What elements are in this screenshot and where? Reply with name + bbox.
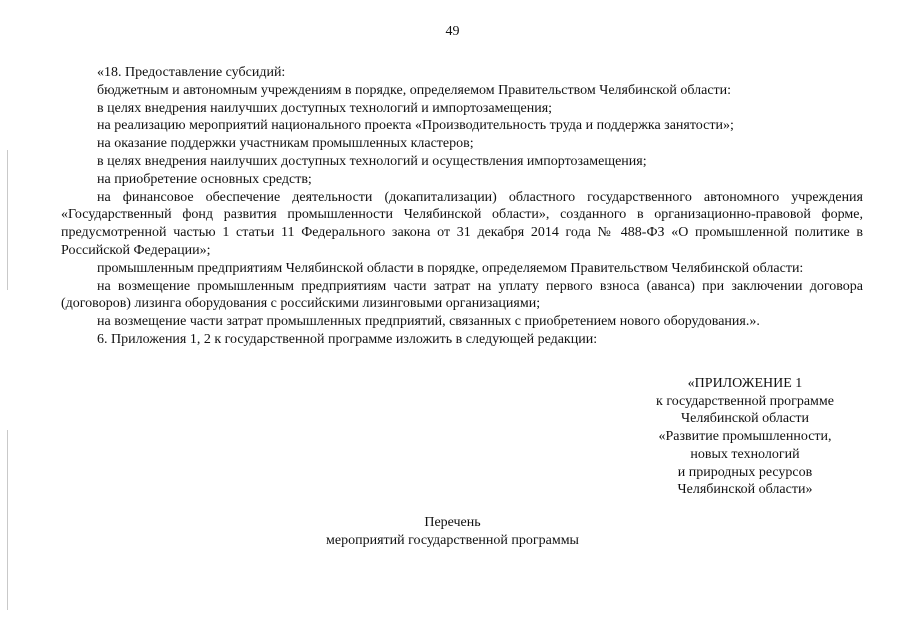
document-body: [61, 64, 863, 349]
paragraph-equipment-compensation: на возмещение части затрат промышленных предприятий, связанных с приобретением нового оборудования.».: [97, 314, 760, 330]
list-title: Перечень: [424, 515, 481, 530]
paragraph-leasing-compensation: на возмещение промышленным предприятиям части затрат на уплату первого взноса (аванса) при заключении договора (договоров) лизинга оборудования с российскими лизинговыми организациями;: [61, 278, 863, 312]
paragraph-national-project: на реализацию мероприятий национального проекта «Производительность труда и поддержка занятости»;: [97, 118, 734, 134]
appendix-header-line: «ПРИЛОЖЕНИЕ 1: [687, 376, 803, 391]
appendix-header-line: «Развитие промышленности,: [658, 429, 832, 445]
list-subtitle: мероприятий государственной программы: [326, 533, 579, 548]
paragraph-fixed-assets: на приобретение основных средств;: [97, 171, 312, 187]
list-heading: [0, 514, 905, 550]
scan-edge-mark: [7, 430, 8, 610]
paragraph-industry-fund: на финансовое обеспечение деятельности (докапитализации) областного государственного автономного учреждения «Государственный фонд развития промышленности Челябинской области», созданного в организационно-правовой форме, предусмотренной частью 1 статьи 11 Федерального закона от 31 декабря 2014 года № 488-ФЗ «О промышленной политике в Российской Федерации»;: [61, 189, 863, 258]
appendix-header-line: и природных ресурсов: [677, 464, 813, 480]
appendix-header: [600, 375, 890, 499]
paragraph-budget-institutions: бюджетным и автономным учреждениям в порядке, определяемом Правительством Челябинской области:: [97, 82, 732, 98]
appendix-header-line: новых технологий: [690, 446, 800, 462]
appendix-header-line: Челябинской области: [681, 411, 809, 427]
paragraph-best-technologies: в целях внедрения наилучших доступных технологий и импортозамещения;: [97, 100, 553, 116]
paragraph-appendices-amendment: 6. Приложения 1, 2 к государственной программе изложить в следующей редакции:: [97, 331, 598, 347]
page-number: 49: [445, 24, 460, 39]
appendix-header-line: к государственной программе: [656, 393, 834, 409]
paragraph-subsidies-heading: «18. Предоставление субсидий:: [97, 65, 286, 80]
scan-edge-mark: [7, 150, 8, 290]
appendix-header-line: Челябинской области»: [677, 482, 813, 498]
paragraph-industrial-clusters: на оказание поддержки участникам промышленных кластеров;: [97, 136, 474, 152]
paragraph-industrial-enterprises: промышленным предприятиям Челябинской области в порядке, определяемом Правительством Челябинской области:: [97, 260, 804, 276]
paragraph-import-substitution: в целях внедрения наилучших доступных технологий и осуществления импортозамещения;: [97, 153, 647, 169]
